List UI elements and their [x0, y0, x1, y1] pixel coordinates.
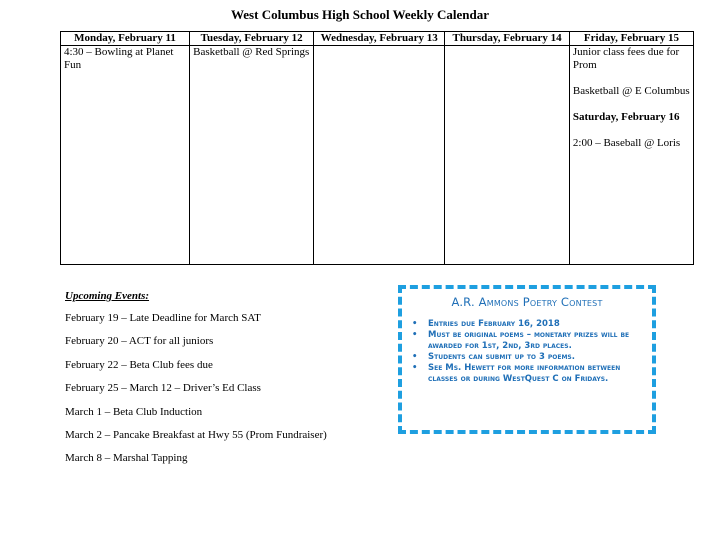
calendar-header-row: [61, 32, 694, 46]
event-text: 2:00 – Baseball @ Loris: [572, 137, 681, 149]
cell-wednesday: [314, 46, 445, 265]
weekly-calendar-table: [60, 31, 694, 265]
list-item: [412, 330, 652, 352]
page-title: West Columbus High School Weekly Calendar: [231, 7, 489, 22]
list-item: [412, 363, 652, 385]
cell-thursday: [445, 46, 570, 265]
bullet-icon: •: [412, 352, 418, 362]
header-tuesday: Tuesday, February 12: [190, 32, 314, 46]
poetry-rule-text: Students can submit up to 3 poems.: [428, 352, 575, 362]
header-friday: Friday, February 15: [569, 32, 693, 46]
event-text: Basketball @ Red Springs: [193, 46, 310, 58]
event-text: Junior class fees due for Prom: [572, 46, 680, 71]
list-item: March 2 – Pancake Breakfast at Hwy 55 (Prom Fundraiser): [65, 428, 327, 441]
bullet-icon: •: [412, 363, 418, 373]
poetry-rule-text: Must be original poems – monetary prizes will be awarded for 1st, 2nd, 3rd places.: [428, 330, 630, 351]
list-item: February 25 – March 12 – Driver’s Ed Class: [65, 382, 261, 395]
upcoming-events-heading: Upcoming Events:: [65, 290, 150, 302]
header-thursday: Thursday, February 14: [445, 32, 570, 46]
list-item: March 8 – Marshal Tapping: [65, 452, 188, 465]
calendar-body-row: [61, 46, 694, 265]
poetry-contest-list: [402, 319, 652, 385]
list-item: February 20 – ACT for all juniors: [65, 335, 214, 348]
event-text: 4:30 – Bowling at Planet Fun: [64, 46, 174, 71]
list-item: February 19 – Late Deadline for March SAT: [65, 312, 261, 324]
header-monday: Monday, February 11: [61, 32, 190, 46]
header-wednesday: Wednesday, February 13: [314, 32, 445, 46]
cell-monday: [61, 46, 190, 265]
poetry-contest-box: [398, 285, 656, 434]
list-item: March 1 – Beta Club Induction: [65, 405, 203, 418]
list-item: February 22 – Beta Club fees due: [65, 358, 213, 371]
list-item: [412, 352, 652, 363]
poetry-contest-title: A.R. Ammons Poetry Contest: [451, 295, 603, 309]
saturday-header: Saturday, February 16: [572, 111, 680, 123]
list-item: [412, 319, 652, 330]
cell-tuesday: [190, 46, 314, 265]
event-text: Basketball @ E Columbus: [572, 85, 690, 97]
poetry-rule-text: See Ms. Hewett for more information between classes or during WestQuest C on Fridays.: [428, 363, 621, 384]
bullet-icon: •: [412, 319, 418, 329]
upcoming-events: [65, 290, 327, 476]
bullet-icon: •: [412, 330, 418, 340]
poetry-rule-text: Entries due February 16, 2018: [428, 319, 560, 329]
cell-friday: [569, 46, 693, 265]
